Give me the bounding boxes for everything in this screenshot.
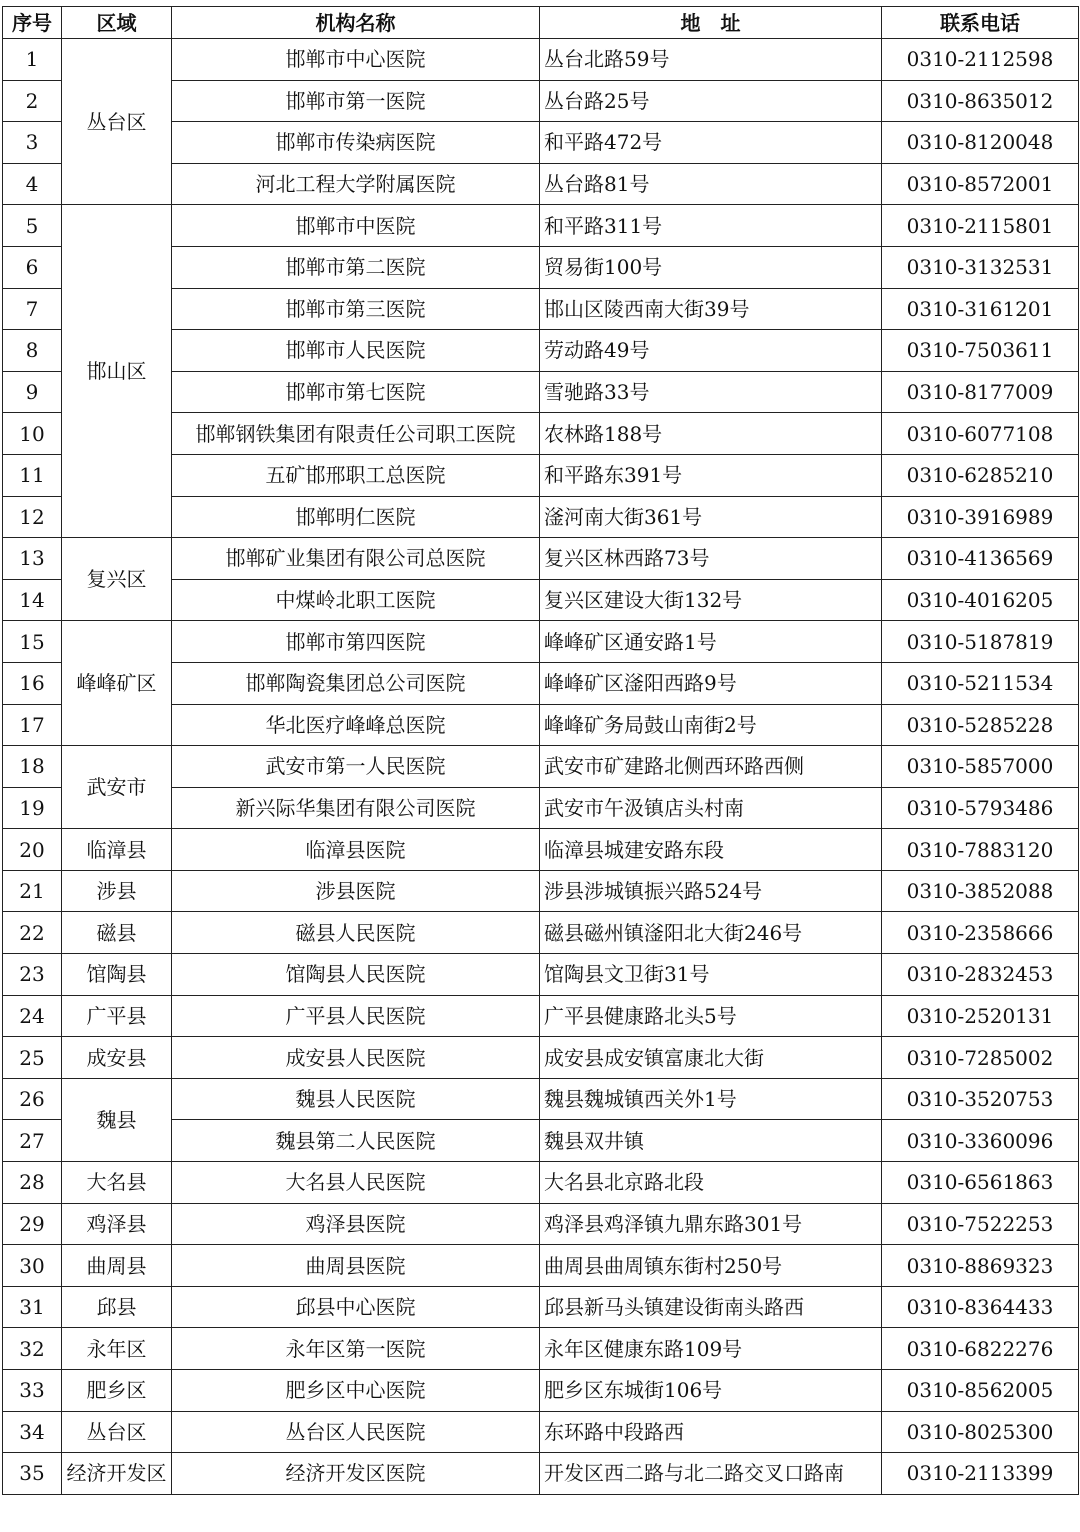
row-address: 邯山区陵西南大街39号 [540,288,882,330]
row-phone: 0310-3161201 [882,288,1079,330]
row-address: 磁县磁州镇滏阳北大街246号 [540,912,882,954]
table-row [3,1245,1079,1287]
row-address: 魏县双井镇 [540,1120,882,1162]
table-row [3,1162,1079,1204]
row-phone: 0310-3916989 [882,496,1079,538]
row-phone: 0310-6285210 [882,454,1079,496]
table-row [3,621,1079,663]
row-index: 33 [3,1370,62,1412]
row-phone: 0310-8364433 [882,1286,1079,1328]
row-institution: 丛台区人民医院 [172,1411,540,1453]
row-institution: 永年区第一医院 [172,1328,540,1370]
table-row [3,829,1079,871]
row-index: 4 [3,163,62,205]
row-index: 8 [3,330,62,372]
row-region: 峰峰矿区 [62,621,172,746]
row-institution: 魏县人民医院 [172,1078,540,1120]
row-institution: 邯郸市第四医院 [172,621,540,663]
row-index: 26 [3,1078,62,1120]
row-phone: 0310-2115801 [882,205,1079,247]
row-phone: 0310-6077108 [882,413,1079,455]
row-institution: 魏县第二人民医院 [172,1120,540,1162]
row-phone: 0310-7503611 [882,330,1079,372]
row-index: 23 [3,954,62,996]
row-phone: 0310-6822276 [882,1328,1079,1370]
row-index: 32 [3,1328,62,1370]
header-institution: 机构名称 [172,7,540,39]
row-phone: 0310-8120048 [882,122,1079,164]
header-phone: 联系电话 [882,7,1079,39]
table-row [3,1370,1079,1412]
table-row [3,870,1079,912]
row-index: 16 [3,662,62,704]
row-region: 复兴区 [62,538,172,621]
row-institution: 邯郸市中医院 [172,205,540,247]
table-row [3,995,1079,1037]
row-address: 滏河南大街361号 [540,496,882,538]
table-row [3,1453,1079,1495]
row-address: 丛台北路59号 [540,39,882,81]
row-address: 广平县健康路北头5号 [540,995,882,1037]
row-address: 劳动路49号 [540,330,882,372]
row-address: 临漳县城建安路东段 [540,829,882,871]
row-index: 25 [3,1037,62,1079]
table-row [3,39,1079,81]
row-region: 丛台区 [62,39,172,205]
row-address: 和平路东391号 [540,454,882,496]
row-index: 10 [3,413,62,455]
row-address: 鸡泽县鸡泽镇九鼎东路301号 [540,1203,882,1245]
row-index: 13 [3,538,62,580]
row-phone: 0310-2832453 [882,954,1079,996]
row-index: 29 [3,1203,62,1245]
row-region: 馆陶县 [62,954,172,996]
row-institution: 涉县医院 [172,870,540,912]
table-row [3,912,1079,954]
row-address: 曲周县曲周镇东街村250号 [540,1245,882,1287]
row-phone: 0310-7883120 [882,829,1079,871]
row-institution: 曲周县医院 [172,1245,540,1287]
row-region: 魏县 [62,1078,172,1161]
row-address: 成安县成安镇富康北大街 [540,1037,882,1079]
row-phone: 0310-3520753 [882,1078,1079,1120]
row-index: 9 [3,371,62,413]
row-address: 涉县涉城镇振兴路524号 [540,870,882,912]
row-phone: 0310-2358666 [882,912,1079,954]
row-address: 农林路188号 [540,413,882,455]
row-region: 武安市 [62,746,172,829]
row-institution: 邯郸市第三医院 [172,288,540,330]
row-institution: 邯郸市传染病医院 [172,122,540,164]
row-institution: 馆陶县人民医院 [172,954,540,996]
row-region: 永年区 [62,1328,172,1370]
hospital-table-container [2,6,1079,1495]
row-institution: 邯郸市第二医院 [172,246,540,288]
row-index: 1 [3,39,62,81]
row-region: 丛台区 [62,1411,172,1453]
row-institution: 中煤岭北职工医院 [172,579,540,621]
row-institution: 邯郸市第七医院 [172,371,540,413]
row-address: 邱县新马头镇建设街南头路西 [540,1286,882,1328]
row-address: 武安市午汲镇店头村南 [540,787,882,829]
row-index: 28 [3,1162,62,1204]
table-row [3,1411,1079,1453]
row-index: 31 [3,1286,62,1328]
row-index: 19 [3,787,62,829]
row-index: 12 [3,496,62,538]
row-index: 22 [3,912,62,954]
row-phone: 0310-8177009 [882,371,1079,413]
row-institution: 邯郸市人民医院 [172,330,540,372]
row-index: 14 [3,579,62,621]
row-institution: 邯郸钢铁集团有限责任公司职工医院 [172,413,540,455]
row-index: 30 [3,1245,62,1287]
row-address: 东环路中段路西 [540,1411,882,1453]
row-region: 曲周县 [62,1245,172,1287]
row-phone: 0310-3132531 [882,246,1079,288]
hospital-table [2,6,1079,1495]
row-address: 永年区健康东路109号 [540,1328,882,1370]
row-index: 27 [3,1120,62,1162]
row-index: 24 [3,995,62,1037]
row-phone: 0310-7522253 [882,1203,1079,1245]
row-index: 15 [3,621,62,663]
row-phone: 0310-5857000 [882,746,1079,788]
row-phone: 0310-4136569 [882,538,1079,580]
row-institution: 武安市第一人民医院 [172,746,540,788]
row-region: 广平县 [62,995,172,1037]
row-address: 雪驰路33号 [540,371,882,413]
row-index: 5 [3,205,62,247]
table-body [3,39,1079,1495]
row-address: 和平路472号 [540,122,882,164]
row-institution: 临漳县医院 [172,829,540,871]
row-phone: 0310-8562005 [882,1370,1079,1412]
row-region: 经济开发区 [62,1453,172,1495]
header-row [3,7,1079,39]
row-institution: 邯郸陶瓷集团总公司医院 [172,662,540,704]
row-institution: 磁县人民医院 [172,912,540,954]
table-row [3,746,1079,788]
table-row [3,1286,1079,1328]
table-row [3,1078,1079,1120]
row-region: 邯山区 [62,205,172,538]
row-institution: 邯郸明仁医院 [172,496,540,538]
header-region: 区域 [62,7,172,39]
row-index: 35 [3,1453,62,1495]
row-institution: 华北医疗峰峰总医院 [172,704,540,746]
row-index: 34 [3,1411,62,1453]
row-address: 复兴区建设大街132号 [540,579,882,621]
row-index: 6 [3,246,62,288]
row-region: 临漳县 [62,829,172,871]
row-index: 11 [3,454,62,496]
row-phone: 0310-5793486 [882,787,1079,829]
table-row [3,1328,1079,1370]
row-address: 峰峰矿区滏阳西路9号 [540,662,882,704]
row-institution: 广平县人民医院 [172,995,540,1037]
header-address: 地 址 [540,7,882,39]
row-address: 大名县北京路北段 [540,1162,882,1204]
row-address: 馆陶县文卫街31号 [540,954,882,996]
header-index: 序号 [3,7,62,39]
row-phone: 0310-8025300 [882,1411,1079,1453]
row-phone: 0310-5211534 [882,662,1079,704]
row-phone: 0310-2112598 [882,39,1079,81]
table-row [3,538,1079,580]
row-address: 贸易街100号 [540,246,882,288]
table-row [3,1037,1079,1079]
row-institution: 经济开发区医院 [172,1453,540,1495]
row-index: 18 [3,746,62,788]
row-phone: 0310-7285002 [882,1037,1079,1079]
row-region: 邱县 [62,1286,172,1328]
row-region: 涉县 [62,870,172,912]
row-phone: 0310-5285228 [882,704,1079,746]
row-phone: 0310-6561863 [882,1162,1079,1204]
row-institution: 河北工程大学附属医院 [172,163,540,205]
row-region: 肥乡区 [62,1370,172,1412]
row-phone: 0310-8635012 [882,80,1079,122]
row-institution: 五矿邯邢职工总医院 [172,454,540,496]
row-region: 磁县 [62,912,172,954]
row-institution: 大名县人民医院 [172,1162,540,1204]
row-index: 3 [3,122,62,164]
row-institution: 新兴际华集团有限公司医院 [172,787,540,829]
row-institution: 肥乡区中心医院 [172,1370,540,1412]
row-index: 17 [3,704,62,746]
row-address: 丛台路81号 [540,163,882,205]
row-address: 和平路311号 [540,205,882,247]
row-index: 21 [3,870,62,912]
row-phone: 0310-3852088 [882,870,1079,912]
row-address: 复兴区林西路73号 [540,538,882,580]
row-address: 肥乡区东城街106号 [540,1370,882,1412]
row-phone: 0310-8572001 [882,163,1079,205]
row-region: 成安县 [62,1037,172,1079]
row-address: 丛台路25号 [540,80,882,122]
row-address: 峰峰矿区通安路1号 [540,621,882,663]
row-phone: 0310-3360096 [882,1120,1079,1162]
row-institution: 邯郸市中心医院 [172,39,540,81]
row-region: 大名县 [62,1162,172,1204]
table-row [3,205,1079,247]
row-region: 鸡泽县 [62,1203,172,1245]
row-index: 2 [3,80,62,122]
row-institution: 成安县人民医院 [172,1037,540,1079]
row-institution: 鸡泽县医院 [172,1203,540,1245]
row-phone: 0310-2520131 [882,995,1079,1037]
row-institution: 邯郸矿业集团有限公司总医院 [172,538,540,580]
row-phone: 0310-8869323 [882,1245,1079,1287]
row-index: 7 [3,288,62,330]
row-institution: 邱县中心医院 [172,1286,540,1328]
row-phone: 0310-2113399 [882,1453,1079,1495]
row-address: 开发区西二路与北二路交叉口路南 [540,1453,882,1495]
table-row [3,1203,1079,1245]
row-index: 20 [3,829,62,871]
row-address: 魏县魏城镇西关外1号 [540,1078,882,1120]
row-phone: 0310-5187819 [882,621,1079,663]
row-phone: 0310-4016205 [882,579,1079,621]
table-row [3,954,1079,996]
row-institution: 邯郸市第一医院 [172,80,540,122]
row-address: 武安市矿建路北侧西环路西侧 [540,746,882,788]
row-address: 峰峰矿务局鼓山南街2号 [540,704,882,746]
